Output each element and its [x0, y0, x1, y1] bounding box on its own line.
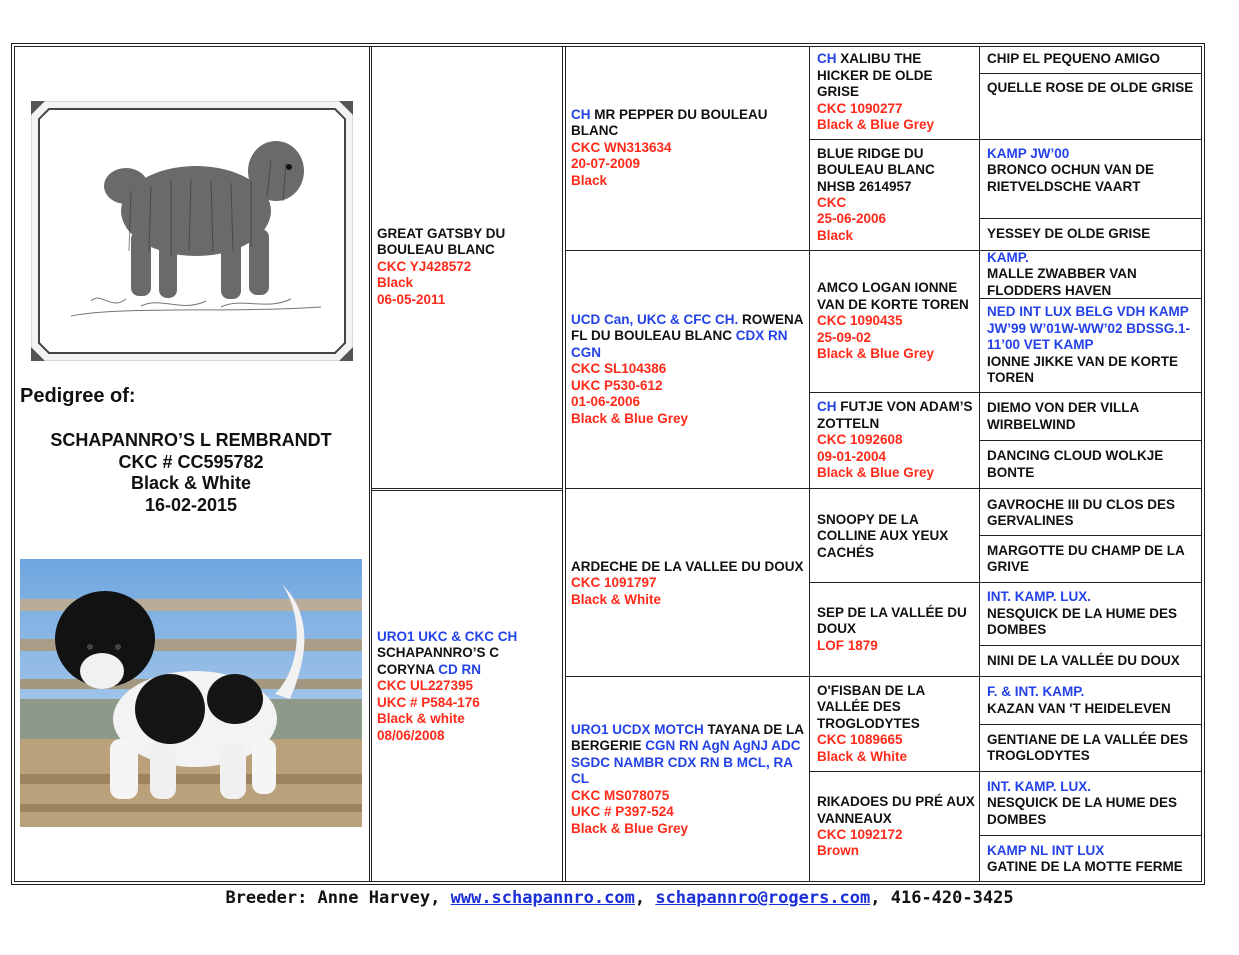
reg-text: CKC 1090277 [817, 100, 903, 116]
gen4-cell-11 [987, 583, 1199, 645]
col-sep [809, 46, 810, 882]
dog-name-text: ROWENA FL DU BOULEAU BLANC [571, 312, 804, 344]
puppy-photo [20, 559, 362, 827]
subject-dob: 16-02-2015 [144, 494, 238, 515]
title-prefix-line [987, 589, 1199, 605]
grandsire-paternal-cell [571, 46, 805, 250]
gen4-cell-6 [987, 299, 1199, 392]
dog-name [987, 162, 1199, 195]
dob-line [817, 449, 975, 465]
color-text: Black & Blue Grey [817, 465, 935, 481]
color-text: Black & Blue Grey [571, 820, 689, 836]
gen4-cell-8 [987, 441, 1199, 488]
reg-line [817, 827, 975, 843]
title-prefix: INT. KAMP. LUX. [987, 589, 1092, 605]
reg-line [571, 361, 805, 377]
dog-name-text: SNOOPY DE LA COLLINE AUX YEUX CACHÉS [817, 511, 949, 560]
color-line [817, 228, 975, 244]
gen4-cell-14 [987, 725, 1199, 771]
title-prefix-line [987, 684, 1199, 700]
gen3-cell-8 [817, 772, 975, 882]
dog-name [817, 683, 975, 732]
gen4-cell-13 [987, 677, 1199, 724]
dam-text: UKC # P584-176 [377, 694, 480, 710]
color-line [817, 117, 975, 133]
breeder-label: Breeder: Anne Harvey, [225, 888, 451, 908]
dog-name-text: CHIP EL PEQUENO AMIGO [987, 51, 1161, 67]
dam-titles: CD RN [438, 661, 482, 677]
title-prefix-line [987, 250, 1199, 266]
dob-line [571, 394, 805, 410]
dog-name-text: XALIBU THE HICKER DE OLDE GRISE [817, 51, 933, 100]
note-text: NHSB 2614957 [817, 178, 912, 194]
gen4-cell-7 [987, 393, 1199, 440]
email-link[interactable]: schapannro@rogers.com [655, 888, 871, 908]
dob-line [817, 211, 975, 227]
pedigree-heading: Pedigree of: [20, 385, 136, 407]
reg-text: CKC 1092608 [817, 432, 903, 448]
sire-text: Black [377, 275, 414, 291]
dog-name [817, 399, 975, 432]
title-prefix: CH [571, 106, 591, 122]
dog-name-text: NESQUICK DE LA HUME DES DOMBES [987, 605, 1178, 638]
color-text: Black & Blue Grey [817, 117, 935, 133]
dog-name-text: NESQUICK DE LA HUME DES DOMBES [987, 795, 1178, 827]
sire-line [377, 259, 557, 275]
title-prefix: CH [817, 51, 837, 67]
dob-line [817, 330, 975, 346]
gen3-cell-2 [817, 140, 975, 250]
dog-name-text: DIEMO VON DER VILLA WIRBELWIND [987, 400, 1139, 432]
reg-line [571, 140, 805, 156]
dob-line [571, 156, 805, 172]
title-prefix-line [987, 843, 1199, 859]
granddam-paternal-cell [571, 251, 805, 488]
dog-name-text: NINI DE LA VALLÉE DU DOUX [987, 652, 1180, 668]
dog-name [987, 701, 1199, 717]
reg-line [817, 313, 975, 329]
reg-text: CKC 1091797 [571, 575, 657, 591]
color-line [817, 346, 975, 362]
grandsire-maternal-cell [571, 491, 805, 676]
reg-text: CKC WN313634 [571, 139, 672, 155]
dam-text: URO1 UKC & CKC CH [377, 629, 518, 645]
sire-text: GREAT GATSBY DU BOULEAU BLANC [377, 225, 506, 258]
dam-line [377, 695, 557, 711]
dob-text: 09-01-2004 [817, 448, 887, 464]
dam-line [377, 728, 557, 744]
dog-name-text: YESSEY DE OLDE GRISE [987, 226, 1151, 242]
color-text: Black & White [571, 591, 662, 607]
gen3-cell-3 [817, 251, 975, 392]
color-text: Black & White [817, 748, 908, 764]
color-line [817, 465, 975, 481]
dog-name-text: BRONCO OCHUN VAN DE RIETVELDSCHE VAART [987, 162, 1155, 194]
dog-name-text: QUELLE ROSE DE OLDE GRISE [987, 80, 1194, 95]
dam-line [377, 711, 557, 727]
reg-line [817, 101, 975, 117]
gen3-cell-6 [817, 583, 975, 676]
dog-name [987, 266, 1199, 299]
title-prefix: KAMP. [987, 249, 1029, 265]
dob-text: 25-06-2006 [817, 211, 887, 227]
gen4-cell-2 [987, 74, 1199, 139]
reg-text: LOF 1879 [817, 637, 878, 653]
gen3-cell-7 [817, 677, 975, 771]
dog-name [987, 606, 1199, 639]
dog-name-text: GATINE DE LA MOTTE FERME [987, 859, 1183, 874]
dog-name [817, 605, 975, 638]
dog-name [571, 107, 805, 140]
row-sep [979, 488, 1202, 489]
dog-name [987, 400, 1199, 433]
note-line [817, 179, 975, 195]
color-line [817, 843, 975, 859]
dog-name-text: DANCING CLOUD WOLKJE BONTE [987, 448, 1164, 480]
dog-name [571, 722, 805, 788]
reg-text: CKC 1090435 [817, 313, 903, 329]
dog-name [817, 51, 975, 100]
reg-text: CKC 1089665 [817, 732, 903, 748]
color-line [571, 411, 805, 427]
reg2-line [571, 378, 805, 394]
title-prefix: CH [817, 399, 837, 415]
sire-line [377, 275, 557, 291]
gen4-cell-4 [987, 219, 1199, 250]
dam-cell [377, 491, 557, 882]
dam-text: SCHAPANNRO’S C [377, 645, 500, 661]
dog-name [987, 354, 1199, 387]
reg-line [571, 788, 805, 804]
dog-name [571, 312, 805, 361]
dam-line [377, 629, 557, 645]
dog-name [987, 497, 1199, 530]
dog-name [987, 543, 1199, 576]
gen4-cell-1 [987, 46, 1199, 73]
dog-name [987, 448, 1199, 481]
footer-separator: , [634, 888, 656, 908]
dog-name [987, 859, 1199, 875]
dam-line [377, 662, 557, 678]
reg-text: CKC 1092172 [817, 827, 903, 842]
reg2-line [571, 804, 805, 820]
dog-name-text: FUTJE VON ADAM’S ZOTTELN [817, 399, 973, 431]
dog-name [987, 226, 1199, 242]
dob-text: 01-06-2006 [571, 394, 641, 410]
title-prefix-line [987, 146, 1199, 162]
title-prefix: KAMP JW’00 [987, 146, 1070, 161]
website-link[interactable]: www.schapannro.com [450, 888, 635, 908]
reg-line [817, 195, 975, 211]
color-line [817, 749, 975, 765]
dog-name [817, 794, 975, 827]
col-sep [565, 46, 566, 882]
dam-text: CKC UL227395 [377, 678, 474, 694]
color-text: Black [817, 227, 854, 243]
dog-name [817, 146, 975, 179]
title-prefix-line [987, 779, 1199, 795]
gen4-cell-16 [987, 836, 1199, 882]
subject-registration: CKC # CC595782 [118, 451, 264, 472]
dog-name-text: GAVROCHE III DU CLOS DES GERVALINES [987, 496, 1176, 528]
reg-line [817, 638, 975, 654]
dog-name-text: RIKADOES DU PRÉ AUX VANNEAUX [817, 794, 975, 826]
sire-text: 06-05-2011 [377, 291, 446, 307]
row-sep [371, 488, 562, 489]
gen4-cell-5 [987, 251, 1199, 298]
subject-info [20, 430, 362, 516]
dog-name [987, 732, 1199, 765]
gen4-cell-12 [987, 646, 1199, 676]
dob-text: 20-07-2009 [571, 156, 641, 172]
dog-name-text: KAZAN VAN 'T HEIDELEVEN [987, 700, 1171, 716]
reg-line [817, 732, 975, 748]
dog-name-text: MALLE ZWABBER VAN FLODDERS HAVEN [987, 266, 1137, 298]
gen3-cell-4 [817, 393, 975, 488]
color-text: Black & Blue Grey [817, 346, 935, 362]
dog-name [987, 80, 1199, 96]
title-prefix: UCD Can, UKC & CFC CH. [571, 312, 739, 328]
color-line [571, 173, 805, 189]
sire-cell [377, 46, 557, 488]
dog-name-text: ARDECHE DE LA VALLEE DU DOUX [571, 558, 804, 574]
gen4-cell-15 [987, 772, 1199, 835]
gen4-cell-10 [987, 536, 1199, 582]
gen3-cell-1 [817, 46, 975, 139]
title-prefix: KAMP NL INT LUX [987, 842, 1105, 858]
dog-name [987, 653, 1199, 669]
dob-text: 25-09-02 [817, 329, 872, 345]
dog-name-text: SEP DE LA VALLÉE DU DOUX [817, 604, 967, 637]
title-prefix: INT. KAMP. LUX. [987, 778, 1092, 794]
reg-text: CKC MS078075 [571, 787, 670, 803]
sire-line [377, 226, 557, 259]
granddam-maternal-cell [571, 677, 805, 882]
dog-name-text: GENTIANE DE LA VALLÉE DES TROGLODYTES [987, 731, 1189, 763]
dog-sketch-image [31, 101, 353, 361]
gen4-cell-3 [987, 140, 1199, 218]
dam-text: Black & white [377, 711, 465, 727]
col-sep [562, 46, 563, 882]
dam-line [377, 678, 557, 694]
dam-text: 08/06/2008 [377, 727, 445, 743]
row-sep [809, 488, 979, 489]
reg2-text: UKC P530-612 [571, 377, 663, 393]
reg-line [817, 432, 975, 448]
dog-name-text: MARGOTTE DU CHAMP DE LA GRIVE [987, 542, 1185, 574]
dog-name [817, 512, 975, 561]
breeder-phone: , 416-420-3425 [870, 888, 1014, 908]
dog-name [987, 51, 1199, 67]
dog-name-text: TAYANA DE LA BERGERIE [571, 722, 804, 754]
reg2-text: UKC # P397-524 [571, 804, 674, 820]
col-sep [369, 46, 370, 882]
title-prefix: URO1 UCDX MOTCH [571, 722, 704, 738]
color-text: Black [571, 172, 608, 188]
dog-name [571, 559, 805, 575]
row-sep [565, 488, 809, 489]
dog-name-text: IONNE JIKKE VAN DE KORTE TOREN [987, 353, 1179, 386]
color-line [571, 592, 805, 608]
color-text: Brown [817, 843, 859, 859]
color-line [571, 821, 805, 837]
col-sep [979, 46, 980, 882]
sire-line [377, 292, 557, 308]
dam-text: CORYNA [377, 661, 439, 677]
dog-name [817, 280, 975, 313]
title-suffix: CGN RN AgN AgNJ ADC SGDC NAMBR CDX RN B MCL, RA CL [571, 738, 801, 787]
breeder-footer [0, 888, 1239, 908]
sire-text: CKC YJ428572 [377, 258, 472, 274]
dam-line [377, 645, 557, 661]
dog-name-text: BLUE RIDGE DU BOULEAU BLANC [817, 145, 935, 178]
title-prefix: NED INT LUX BELG VDH KAMP JW’99 W’01W-WW’02 BDSSG.1-11’00 VET KAMP [987, 304, 1191, 353]
reg-text: CKC [817, 195, 847, 210]
title-prefix: F. & INT. KAMP. [987, 684, 1085, 700]
gen3-cell-5 [817, 491, 975, 582]
dog-name [987, 795, 1199, 828]
color-text: Black & Blue Grey [571, 410, 689, 426]
dog-name-text: MR PEPPER DU BOULEAU BLANC [571, 106, 768, 139]
subject-color: Black & White [130, 473, 252, 493]
dog-name-text: O'FISBAN DE LA VALLÉE DES TROGLODYTES [817, 682, 925, 731]
title-prefix-line [987, 304, 1199, 353]
title-suffix: CDX RN CGN [571, 328, 788, 360]
col-sep [371, 46, 372, 882]
subject-name: SCHAPANNRO’S L REMBRANDT [50, 430, 332, 450]
gen4-cell-9 [987, 491, 1199, 535]
dog-name-text: AMCO LOGAN IONNE VAN DE KORTE TOREN [817, 280, 969, 312]
reg-line [571, 575, 805, 591]
reg-text: CKC SL104386 [571, 361, 667, 377]
